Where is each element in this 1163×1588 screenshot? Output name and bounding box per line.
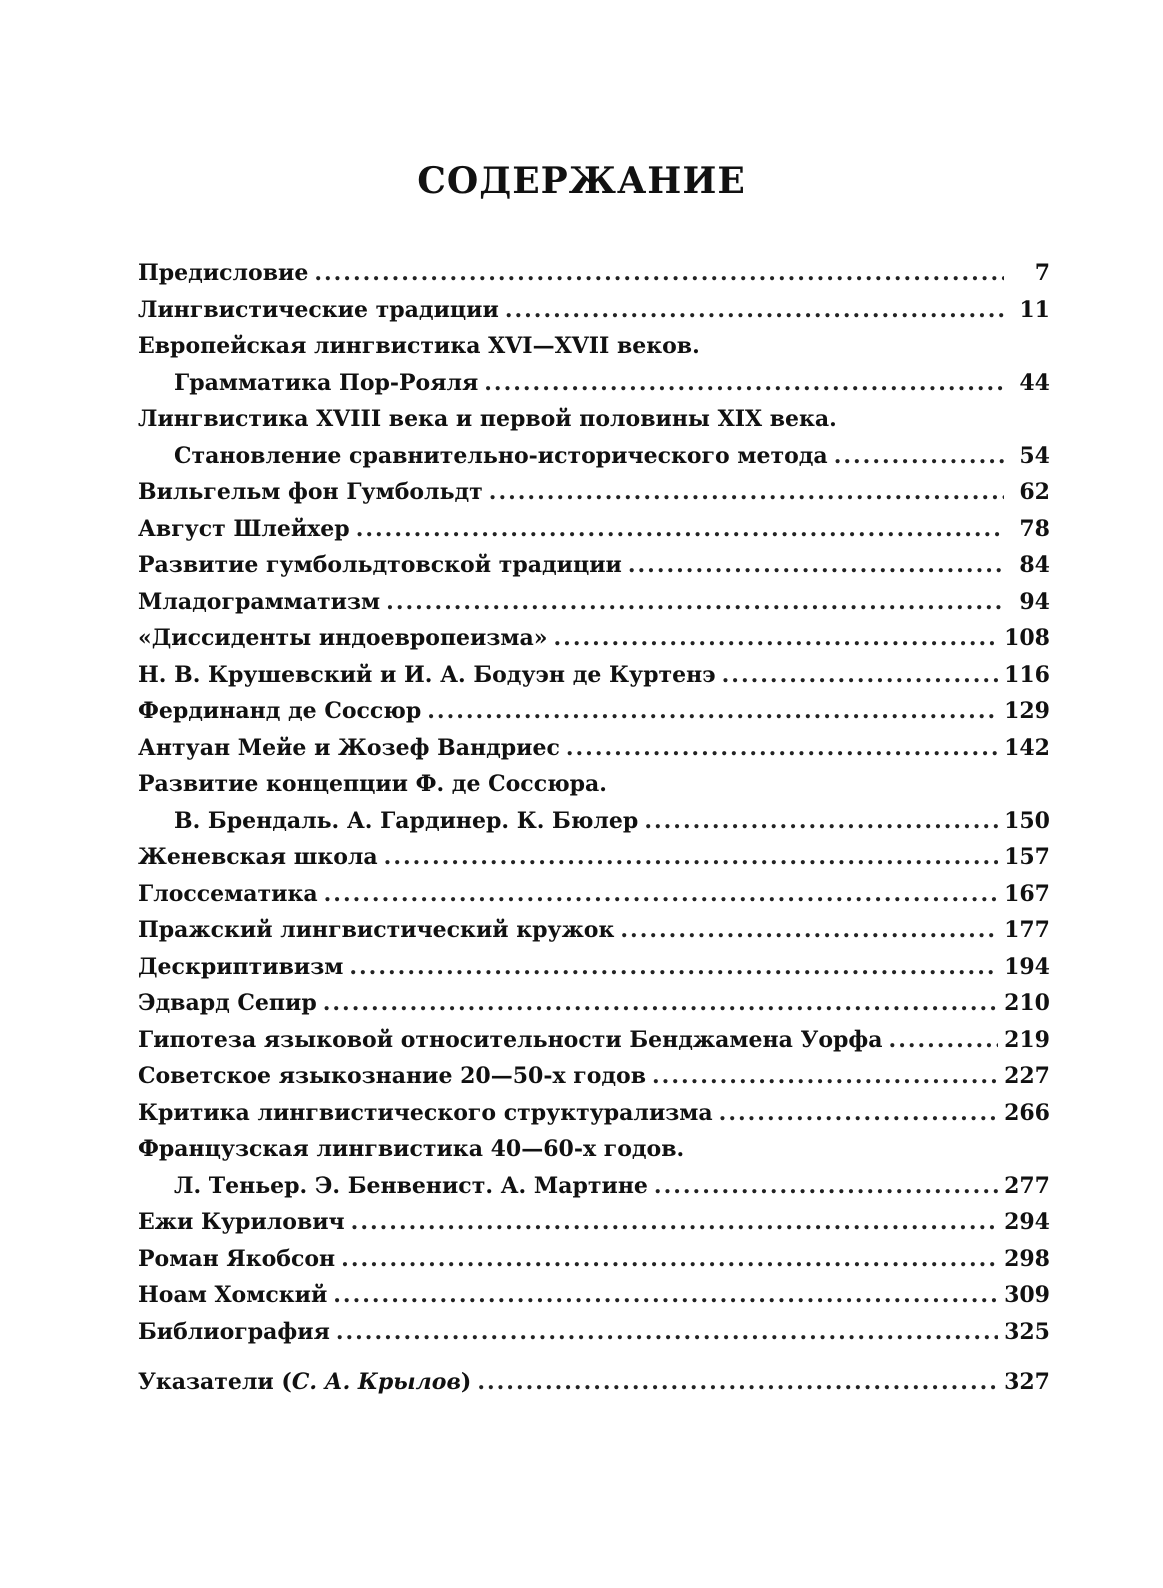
toc-line	[138, 803, 1050, 840]
leader-dots	[336, 1314, 998, 1351]
toc-line	[138, 438, 1050, 475]
toc-entry-title: Французская лингвистика 40—60-х годов.	[138, 1136, 685, 1162]
toc-page-number: 150	[1004, 807, 1050, 834]
toc-line	[138, 1058, 1050, 1095]
toc-line	[138, 1095, 1050, 1132]
toc-entry-title: «Диссиденты индоевропеизма»	[138, 625, 548, 651]
toc-page-number: 116	[1004, 661, 1050, 688]
leader-dots	[719, 1095, 998, 1132]
toc-entry[interactable]	[138, 1095, 1050, 1132]
toc-line	[138, 584, 1050, 621]
toc-page-number: 194	[1004, 953, 1050, 980]
section-gap	[138, 1350, 1050, 1364]
leader-dots	[644, 803, 998, 840]
toc-line	[138, 1204, 1050, 1241]
toc-entry-title: Август Шлейхер	[138, 515, 350, 542]
toc-line	[138, 985, 1050, 1022]
leader-dots	[477, 1364, 998, 1401]
toc-entry[interactable]	[138, 839, 1050, 876]
toc-page-number: 266	[1004, 1099, 1050, 1126]
table-of-contents	[138, 255, 1050, 1401]
leader-dots	[333, 1277, 998, 1314]
toc-line	[138, 693, 1050, 730]
leader-dots	[620, 912, 998, 949]
toc-page-number: 327	[1004, 1369, 1050, 1395]
toc-entry-title: Критика лингвистического структурализма	[138, 1099, 713, 1126]
toc-entry-title: Антуан Мейе и Жозеф Вандриес	[138, 734, 560, 761]
toc-entry-title: Ежи Курилович	[138, 1209, 345, 1235]
toc-entry[interactable]	[138, 1204, 1050, 1241]
toc-entry[interactable]	[138, 912, 1050, 949]
toc-page-number: 54	[1019, 442, 1050, 469]
toc-entry-title: Ноам Хомский	[138, 1282, 328, 1308]
toc-line	[138, 328, 1050, 365]
toc-entry-title: В. Брендаль. А. Гардинер. К. Бюлер	[174, 807, 639, 834]
toc-entry-title: Гипотеза языковой относительности Бенджамена Уорфа	[138, 1026, 883, 1053]
toc-entry-title: Развитие концепции Ф. де Соссюра.	[138, 771, 607, 797]
toc-line	[138, 365, 1050, 402]
toc-entry[interactable]	[138, 693, 1050, 730]
toc-line	[138, 1131, 1050, 1168]
toc-entry-title: Н. В. Крушевский и И. А. Бодуэн де Куртенэ	[138, 661, 716, 688]
toc-line	[138, 657, 1050, 694]
toc-entry-title	[138, 1364, 471, 1401]
toc-line	[138, 730, 1050, 767]
leader-dots	[484, 365, 1004, 402]
toc-entry-title: Дескриптивизм	[138, 953, 344, 980]
toc-line	[138, 876, 1050, 913]
toc-entry[interactable]	[138, 1277, 1050, 1314]
leader-dots	[505, 292, 1004, 329]
toc-entry-title: Лингвистические традиции	[138, 296, 499, 323]
toc-page-number: 277	[1004, 1172, 1050, 1199]
leader-dots	[652, 1058, 998, 1095]
toc-entry-title: Советское языкознание 20—50-х годов	[138, 1063, 647, 1089]
toc-line	[138, 1314, 1050, 1351]
toc-entry[interactable]	[138, 401, 1050, 474]
toc-entry-title: Развитие гумбольдтовской традиции	[138, 552, 622, 578]
toc-entry-title: Становление сравнительно-исторического метода	[174, 442, 828, 469]
toc-page-number: 11	[1019, 296, 1050, 323]
toc-entry-title: Женевская школа	[138, 844, 378, 870]
toc-entry-title: Предисловие	[138, 260, 309, 286]
toc-entry-title: Младограмматизм	[138, 588, 381, 615]
toc-page-number: 294	[1004, 1209, 1050, 1235]
toc-entry[interactable]	[138, 1058, 1050, 1095]
toc-entry[interactable]	[138, 474, 1050, 511]
toc-line	[138, 292, 1050, 329]
leader-dots	[341, 1241, 998, 1278]
toc-line	[138, 255, 1050, 292]
toc-entry[interactable]	[138, 511, 1050, 548]
leader-dots	[722, 657, 998, 694]
toc-page-number: 62	[1019, 479, 1050, 505]
toc-entry-title: Библиография	[138, 1318, 330, 1345]
toc-line	[138, 1277, 1050, 1314]
toc-entry-title: Роман Якобсон	[138, 1245, 336, 1272]
toc-entry[interactable]	[138, 657, 1050, 694]
toc-page-number: 108	[1004, 625, 1050, 651]
leader-dots	[314, 255, 1004, 292]
toc-entry[interactable]	[138, 255, 1050, 292]
toc-page-number: 44	[1019, 369, 1050, 396]
leader-dots	[323, 985, 998, 1022]
toc-line	[138, 401, 1050, 438]
toc-page-number: 129	[1004, 698, 1050, 724]
toc-line	[138, 1022, 1050, 1059]
leader-dots	[489, 474, 1004, 511]
toc-page-number: 7	[1034, 260, 1050, 286]
toc-page-number: 157	[1004, 844, 1050, 870]
toc-entry-title: Европейская лингвистика XVI—XVII веков.	[138, 333, 700, 359]
index-title-text: Указатели (	[138, 1369, 292, 1395]
leader-dots	[889, 1022, 999, 1059]
leader-dots	[349, 949, 998, 986]
leader-dots	[356, 511, 1004, 548]
leader-dots	[566, 730, 998, 767]
leader-dots	[628, 547, 1004, 584]
toc-entry-title: Грамматика Пор-Рояля	[174, 369, 479, 396]
leader-dots	[386, 584, 1004, 621]
toc-entry[interactable]	[138, 1241, 1050, 1278]
toc-entry[interactable]	[138, 949, 1050, 986]
toc-entry[interactable]	[138, 620, 1050, 657]
toc-line	[138, 839, 1050, 876]
toc-line	[138, 620, 1050, 657]
toc-entry[interactable]	[138, 1131, 1050, 1204]
toc-entry-title: Вильгельм фон Гумбольдт	[138, 479, 483, 505]
toc-line	[138, 547, 1050, 584]
toc-line	[138, 1241, 1050, 1278]
toc-entry[interactable]	[138, 584, 1050, 621]
toc-line	[138, 511, 1050, 548]
toc-entry[interactable]	[138, 1314, 1050, 1351]
leader-dots	[351, 1204, 998, 1241]
toc-page-number: 210	[1004, 990, 1050, 1016]
toc-line	[138, 474, 1050, 511]
toc-line	[138, 766, 1050, 803]
toc-entry[interactable]	[138, 328, 1050, 401]
leader-dots	[384, 839, 998, 876]
toc-entry[interactable]	[138, 876, 1050, 913]
toc-page-number: 142	[1004, 734, 1050, 761]
index-close-paren: )	[460, 1369, 472, 1395]
toc-page-number: 167	[1004, 880, 1050, 907]
toc-entry-title: Пражский лингвистический кружок	[138, 917, 615, 943]
toc-entry[interactable]	[138, 730, 1050, 767]
toc-page-number: 177	[1004, 917, 1050, 943]
toc-line	[138, 1364, 1050, 1401]
toc-line	[138, 912, 1050, 949]
toc-line	[138, 1168, 1050, 1205]
toc-page-number: 84	[1019, 552, 1050, 578]
toc-entry[interactable]	[138, 292, 1050, 329]
toc-entry-title: Лингвистика XVIII века и первой половины XIX века.	[138, 406, 837, 432]
toc-page-number: 227	[1004, 1063, 1050, 1089]
toc-entry-index[interactable]	[138, 1364, 1050, 1401]
toc-line	[138, 949, 1050, 986]
toc-entry[interactable]	[138, 1022, 1050, 1059]
toc-entry-title: Фердинанд де Соссюр	[138, 698, 422, 724]
leader-dots	[427, 693, 998, 730]
leader-dots	[324, 876, 998, 913]
leader-dots	[554, 620, 999, 657]
toc-entry[interactable]	[138, 547, 1050, 584]
toc-page-number: 325	[1004, 1318, 1050, 1345]
page-title: СОДЕРЖАНИЕ	[417, 160, 746, 202]
toc-entry[interactable]	[138, 985, 1050, 1022]
leader-dots	[654, 1168, 998, 1205]
index-author: С. А. Крылов	[291, 1369, 461, 1395]
toc-entry[interactable]	[138, 766, 1050, 839]
toc-page-number: 298	[1004, 1245, 1050, 1272]
toc-entry-title: Л. Теньер. Э. Бенвенист. А. Мартине	[174, 1172, 648, 1199]
leader-dots	[834, 438, 1004, 475]
toc-page-number: 309	[1004, 1282, 1050, 1308]
toc-page-number: 78	[1019, 515, 1050, 542]
toc-page-number: 219	[1004, 1026, 1050, 1053]
toc-entry-title: Эдвард Сепир	[138, 990, 317, 1016]
toc-page-number: 94	[1019, 588, 1050, 615]
toc-entry-title: Глоссематика	[138, 880, 318, 907]
